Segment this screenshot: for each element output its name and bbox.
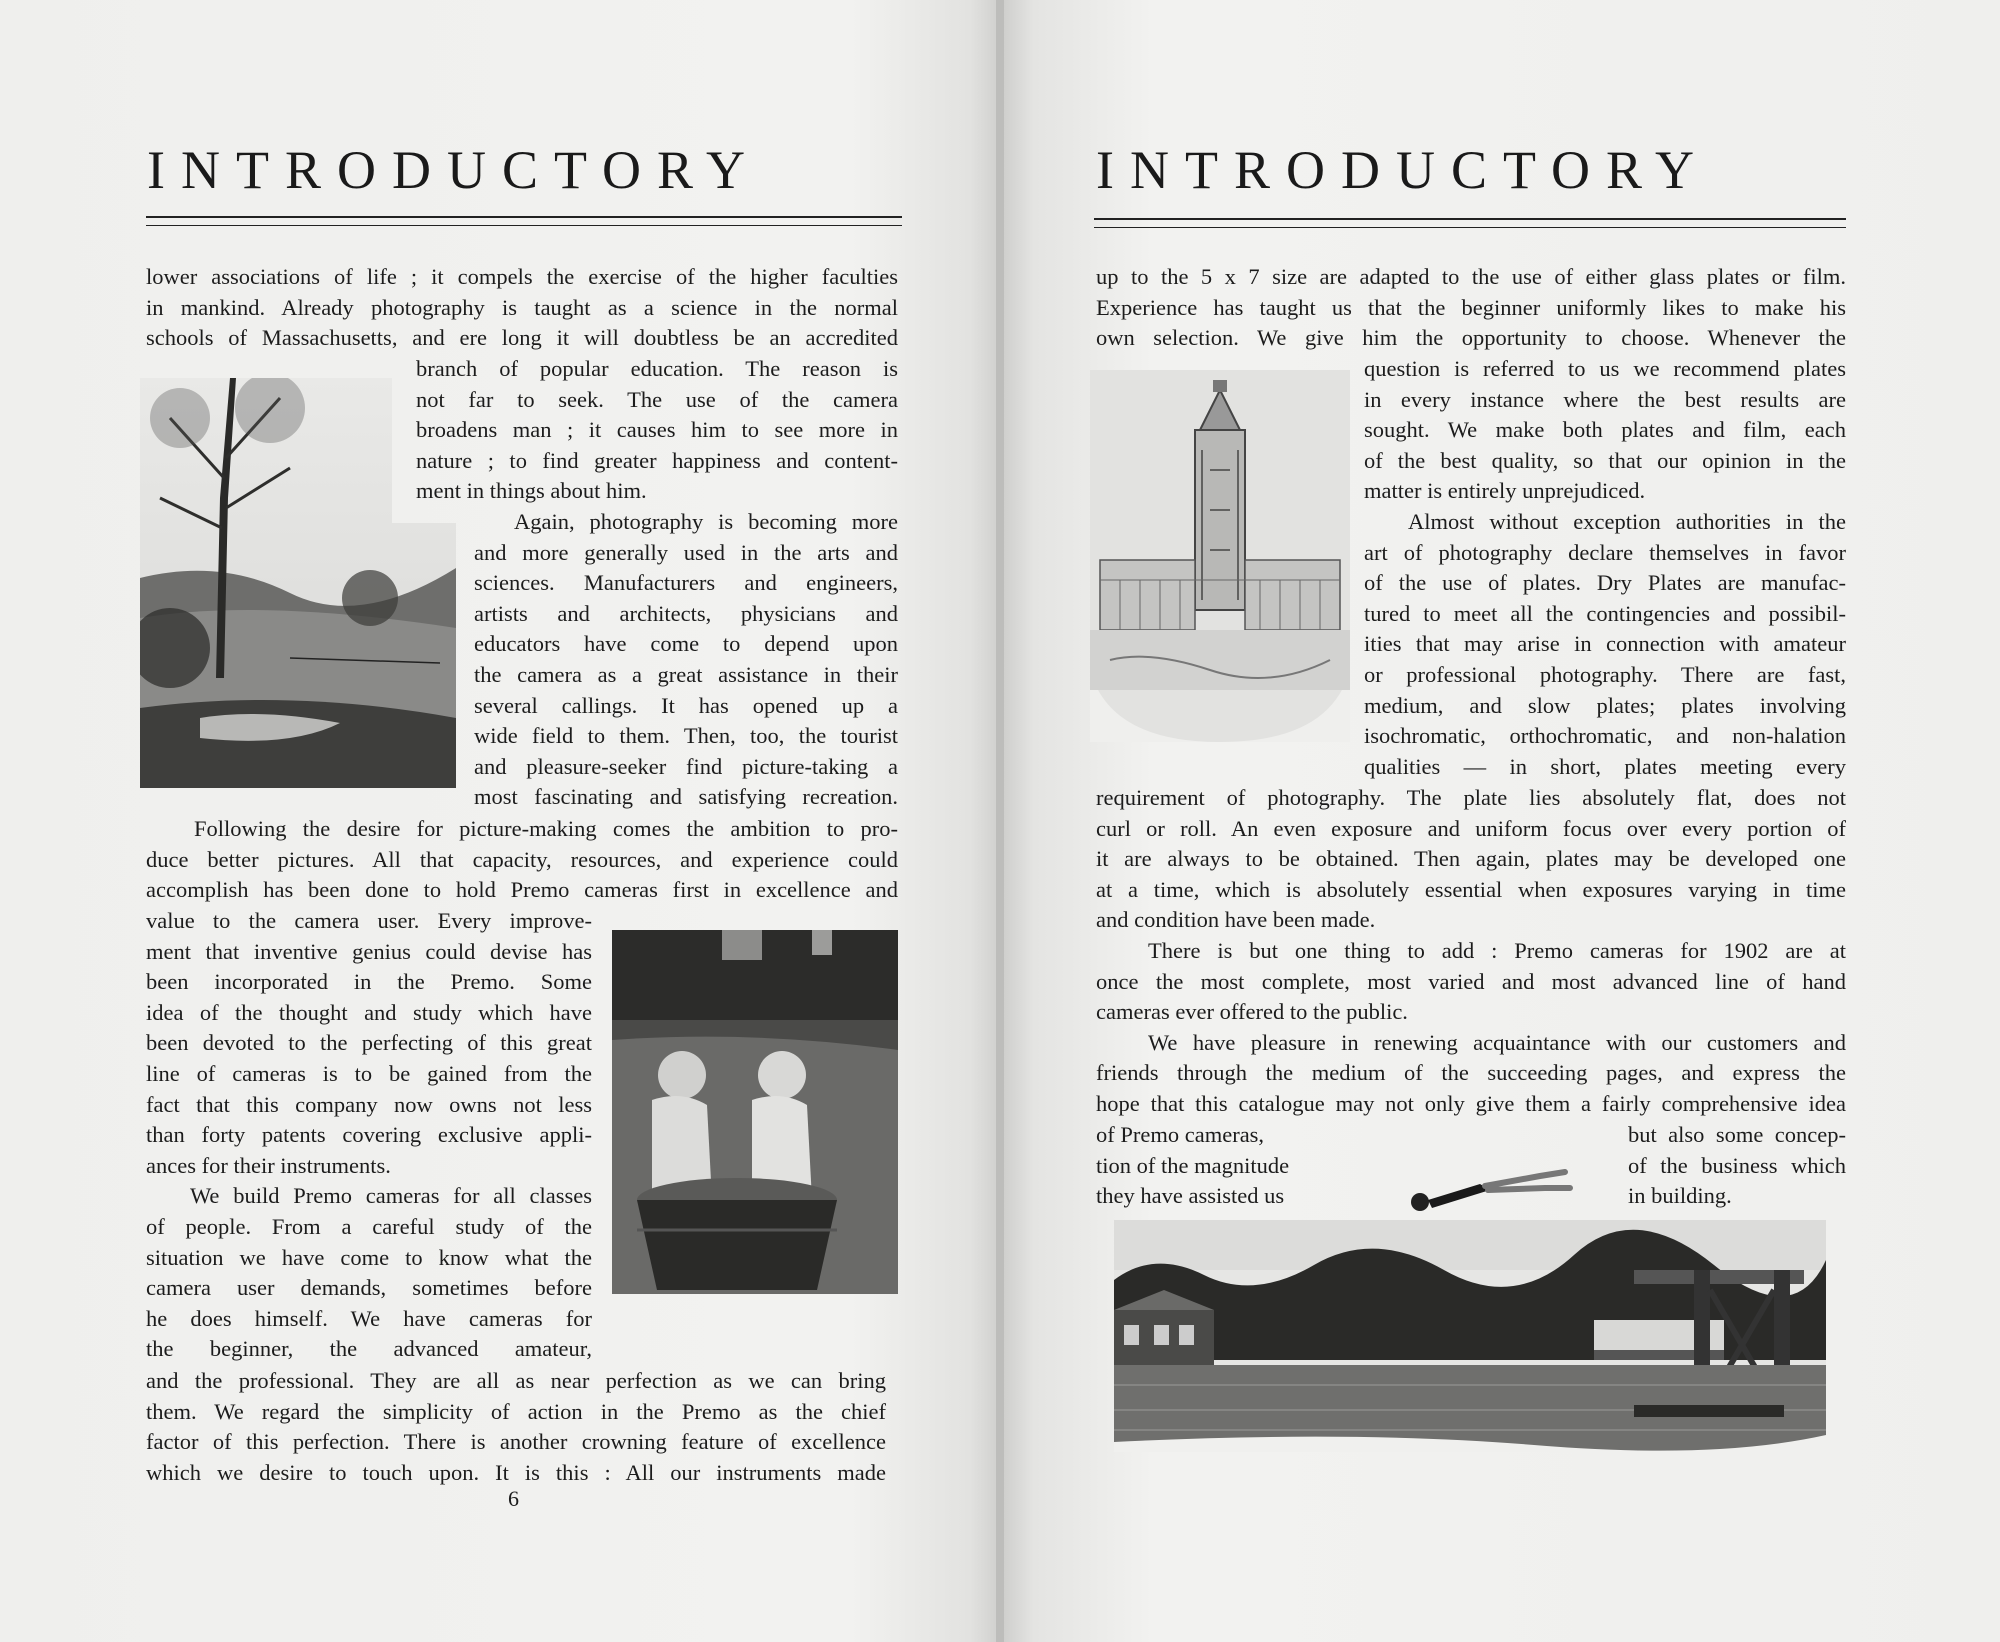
right-text-block-4a — [1096, 1120, 1328, 1212]
text-line: hope that this catalogue may not only give them a fairly comprehensive idea — [1096, 1090, 1846, 1116]
text-line: Experience has taught us that the beginner uniformly likes to make his — [1096, 294, 1846, 320]
text-line: We have pleasure in renewing acquaintance with our customers and — [1148, 1029, 1846, 1055]
right-heading-rule-bottom — [1094, 227, 1846, 228]
left-text-block-1 — [146, 262, 898, 354]
text-line: than forty patents covering exclusive appli- — [146, 1122, 592, 1148]
text-line: them. We regard the simplicity of action in the Premo as the chief — [146, 1398, 886, 1424]
text-line: question is referred to us we recommend plates — [1364, 356, 1846, 381]
left-text-block-4 — [146, 814, 898, 906]
landscape-photo — [140, 378, 456, 788]
left-heading-rule-bottom — [146, 225, 902, 226]
text-line: of people. From a careful study of the — [146, 1213, 592, 1239]
swimming-pool-photo-art — [1114, 1220, 1826, 1452]
text-line: he does himself. We have cameras for — [146, 1305, 592, 1331]
text-line: the beginner, the advanced amateur, — [146, 1336, 592, 1362]
text-line: medium, and slow plates; plates involving — [1364, 692, 1846, 718]
text-line: factor of this perfection. There is another crowning feature of excellence — [146, 1429, 886, 1455]
right-heading-rule-top — [1094, 218, 1846, 220]
text-line: isochromatic, orthochromatic, and non-halation — [1364, 723, 1846, 749]
text-line: in every instance where the best results are — [1364, 386, 1846, 412]
text-line: of the use of plates. Dry Plates are manufac- — [1364, 570, 1846, 596]
text-line: matter is entirely unprejudiced. — [1364, 478, 1646, 504]
right-text-block-4b — [1628, 1120, 1846, 1212]
text-line: ment that inventive genius could devise has — [146, 938, 592, 964]
text-line: which we desire to touch upon. It is this : All our instruments made — [146, 1459, 886, 1485]
text-line: own selection. We give him the opportunity to choose. Whenever the — [1096, 325, 1846, 351]
children-washtub-photo-art — [612, 930, 898, 1294]
text-line: educators have come to depend upon — [474, 631, 898, 657]
text-line: There is but one thing to add : Premo cameras for 1902 are at — [1148, 937, 1846, 963]
text-line: and more generally used in the arts and — [474, 539, 898, 565]
left-text-block-2 — [416, 354, 898, 507]
text-line: been incorporated in the Premo. Some — [146, 969, 592, 995]
text-line: and condition have been made. — [1096, 907, 1376, 933]
text-line: several callings. It has opened up a — [474, 692, 898, 718]
text-line: cameras ever offered to the public. — [1096, 999, 1408, 1025]
text-line: We build Premo cameras for all classes — [190, 1183, 592, 1209]
text-line: tured to meet all the contingencies and possibil- — [1364, 600, 1846, 626]
text-line: branch of popular education. The reason is — [416, 356, 898, 381]
text-line: in building. — [1628, 1183, 1732, 1209]
right-text-block-3 — [1096, 783, 1846, 1120]
text-line: they have assisted us — [1096, 1183, 1285, 1209]
text-line: camera user demands, sometimes before — [146, 1275, 592, 1301]
text-line: line of cameras is to be gained from the — [146, 1060, 592, 1086]
text-line: accomplish has been done to hold Premo cameras first in excellence and — [146, 877, 898, 903]
text-line: curl or roll. An even exposure and uniform focus over every portion of — [1096, 815, 1846, 841]
left-text-block-6 — [146, 1366, 886, 1488]
text-line: of Premo cameras, — [1096, 1122, 1265, 1147]
text-line: artists and architects, physicians and — [474, 600, 898, 626]
text-line: schools of Massachusetts, and ere long it will doubtless be an accredited — [146, 325, 898, 351]
text-line: idea of the thought and study which have — [146, 999, 592, 1025]
text-line: broadens man ; it causes him to see more in — [416, 417, 898, 443]
text-line: not far to seek. The use of the camera — [416, 386, 898, 412]
text-line: but also some concep- — [1628, 1122, 1846, 1147]
diver-figure — [1380, 1154, 1580, 1214]
text-line: up to the 5 x 7 size are adapted to the use of either glass plates or film. — [1096, 264, 1846, 289]
text-line: sciences. Manufacturers and engineers, — [474, 570, 898, 596]
text-line: tion of the magnitude — [1096, 1152, 1290, 1178]
left-text-block-3 — [474, 507, 898, 813]
right-text-block-1 — [1096, 262, 1846, 354]
text-line: art of photography declare themselves in favor — [1364, 539, 1846, 565]
text-line: lower associations of life ; it compels the exercise of the higher faculties — [146, 264, 898, 289]
text-line: at a time, which is absolutely essential when exposures varying in time — [1096, 876, 1846, 902]
text-line: nature ; to find greater happiness and content- — [416, 447, 898, 473]
left-text-block-5 — [146, 906, 592, 1365]
text-line: the camera as a great assistance in their — [474, 661, 898, 687]
text-line: or professional photography. There are fast, — [1364, 661, 1846, 687]
left-heading-rule-top — [146, 216, 902, 218]
text-line: it are always to be obtained. Then again, plates may be developed one — [1096, 846, 1846, 872]
text-line: and the professional. They are all as near perfection as we can bring — [146, 1368, 886, 1393]
right-page-heading: INTRODUCTORY — [1096, 140, 1711, 200]
tower-illustration — [1090, 370, 1350, 742]
text-line: qualities — in short, plates meeting every — [1364, 753, 1846, 779]
text-line: in mankind. Already photography is taught as a science in the normal — [146, 294, 898, 320]
children-washtub-photo — [612, 930, 898, 1294]
text-line: requirement of photography. The plate lies absolutely flat, does not — [1096, 785, 1846, 810]
landscape-photo-art — [140, 378, 456, 788]
page-number: 6 — [508, 1486, 519, 1511]
text-line: situation we have come to know what the — [146, 1244, 592, 1270]
text-line: of the best quality, so that our opinion in the — [1364, 447, 1846, 473]
text-line: once the most complete, most varied and most advanced line of hand — [1096, 968, 1846, 994]
text-line: Again, photography is becoming more — [514, 509, 898, 534]
text-line: sought. We make both plates and film, each — [1364, 417, 1846, 443]
text-line: wide field to them. Then, too, the tourist — [474, 723, 898, 749]
text-line: ities that may arise in connection with amateur — [1364, 631, 1846, 657]
right-text-block-2 — [1364, 354, 1846, 782]
text-line: friends through the medium of the succeeding pages, and express the — [1096, 1060, 1846, 1086]
tower-illustration-art — [1090, 370, 1350, 742]
left-page-heading: INTRODUCTORY — [147, 140, 762, 200]
text-line: most fascinating and satisfying recreation. — [474, 784, 898, 810]
text-line: Following the desire for picture-making comes the ambition to pro- — [194, 816, 898, 841]
swimming-pool-photo — [1114, 1220, 1826, 1452]
text-line: and pleasure-seeker find picture-taking a — [474, 753, 898, 779]
text-line: ment in things about him. — [416, 478, 647, 504]
text-line: been devoted to the perfecting of this great — [146, 1030, 592, 1056]
diver-figure-art — [1380, 1154, 1580, 1214]
text-line: Almost without exception authorities in the — [1408, 508, 1846, 534]
text-line: of the business which — [1628, 1152, 1846, 1178]
text-line: ances for their instruments. — [146, 1152, 391, 1178]
text-line: duce better pictures. All that capacity, resources, and experience could — [146, 846, 898, 872]
right-page — [1004, 0, 2000, 1642]
text-line: value to the camera user. Every improve- — [146, 908, 592, 933]
text-line: fact that this company now owns not less — [146, 1091, 592, 1117]
